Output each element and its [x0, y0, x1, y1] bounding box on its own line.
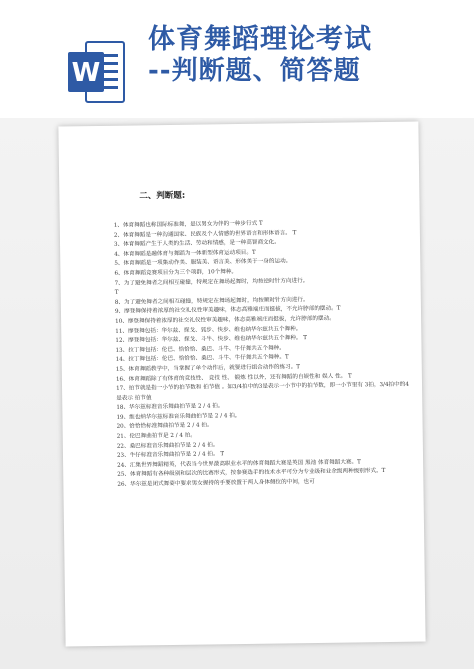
section-heading: 二、判断题:	[139, 190, 186, 202]
question-item: 5、体育舞蹈是一项集动作美、服装美、语言美、形体美于一身的运动。	[114, 258, 292, 268]
question-item: 10、摩登舞保持着浓厚的社交礼仪性审美趣味，体态高雅端庄而挺拔，允许脖部的摆动。	[115, 315, 335, 325]
question-item: 22、桑巴标准音乐舞曲拍节是 2 / 4 拍。	[116, 441, 219, 450]
question-item: 24、汇集世界舞蹈精英，代表当今世界最高职业水平的体育舞蹈大赛是英国 黑池 体育舞蹈大赛。T	[117, 459, 361, 469]
title-line-2: --判断题、简答题	[148, 56, 361, 87]
question-item: 14、拉丁舞包括：伦巴、恰恰恰、桑巴、斗牛、牛仔舞共五个舞种。T	[115, 354, 289, 364]
document-page	[58, 122, 425, 647]
svg-text:W: W	[71, 58, 101, 88]
header-banner	[0, 0, 474, 118]
question-item: 12、摩登舞包括：华尔兹、探戈、斗牛、快步、维也纳华尔兹共五个舞种。 T	[115, 335, 308, 344]
title-line-1: 体育舞蹈理论考试	[148, 24, 372, 55]
question-item: 7、为了避免舞者之间相互碰撞，特规定在舞场起舞时，均按逆时针方向进行。	[114, 277, 309, 287]
question-item: 21、伦巴舞曲拍节是 2 / 4 拍。	[116, 432, 196, 440]
question-item: 6、体育舞蹈竞赛项目分为三个项群，10个舞种。	[114, 269, 238, 277]
question-item: 17、拍节就是指一小节的拍节数和 拍节值 。如3/4拍中的3是表示一小节中的拍节数，即一小节里有 3拍，3/4拍中的4是表示 拍节值	[116, 381, 409, 402]
question-item: 20、恰恰恰标准舞曲拍节是 2 / 4 拍。	[116, 422, 213, 431]
word-document-icon	[68, 40, 126, 104]
question-item: 3、体育舞蹈产生于人类的生活、劳动和情感，是一种高智商文化。	[114, 239, 280, 248]
question-item: 4、体育舞蹈是融体育与舞蹈为一体新型体育运动项目。T	[114, 249, 256, 258]
question-item: 26、华尔兹是闭式舞姿中要求男女握持的手要放置于两人身体侧位的中间，也可	[117, 479, 315, 488]
question-item: 15、体育舞蹈教学中，当掌握了单个动作后，就要进行组合动作的练习。T	[115, 364, 301, 373]
question-item: 2、体育舞蹈是一种沟通国家、民族及个人情感的世界语言和形体语言。 T	[113, 229, 297, 239]
question-item: 18、华尔兹标准音乐舞曲拍节是 2 / 4 拍。	[116, 403, 224, 412]
question-item: 23、牛仔标准音乐舞曲拍节是 2 / 4 拍。 T	[116, 451, 225, 460]
question-item: T	[114, 289, 119, 296]
question-item: 9、摩登舞保持着浓厚的社交礼仪性审美趣味，体态高雅端庄而挺拔，不允许脖部的摆动。T	[114, 305, 341, 316]
question-item: 19、维也纳华尔兹标准音乐舞曲拍节是 2 / 4 拍。	[116, 412, 241, 421]
question-item: 25、体育舞蹈有各种级别和层次的比赛形式，按参赛选手的技术水平可分为专业级和业余级两种级别形式。T	[117, 468, 386, 479]
question-item: 8、为了避免舞者之间相互碰撞，特规定在舞场起舞时，均按顺时针方向进行。	[114, 296, 309, 306]
question-item: 16、体育舞蹈除了有体育的竞技性、 竞技 性、 锻炼 性以外，还有舞蹈的自娱性和 娱人 性。 T	[115, 372, 352, 383]
document-title	[148, 24, 468, 87]
question-item: 11、摩登舞包括：华尔兹、探戈、狐步、快步、维也纳华尔兹共五个舞种。	[115, 325, 302, 335]
question-item: 13、拉丁舞包括：伦巴、恰恰恰、桑巴、斗牛、牛仔舞共五个舞种。	[115, 345, 285, 354]
question-list	[114, 218, 414, 491]
question-item: 1、体育舞蹈也称国际标准舞，是以男女为伴的一种步行式 T	[113, 220, 263, 229]
